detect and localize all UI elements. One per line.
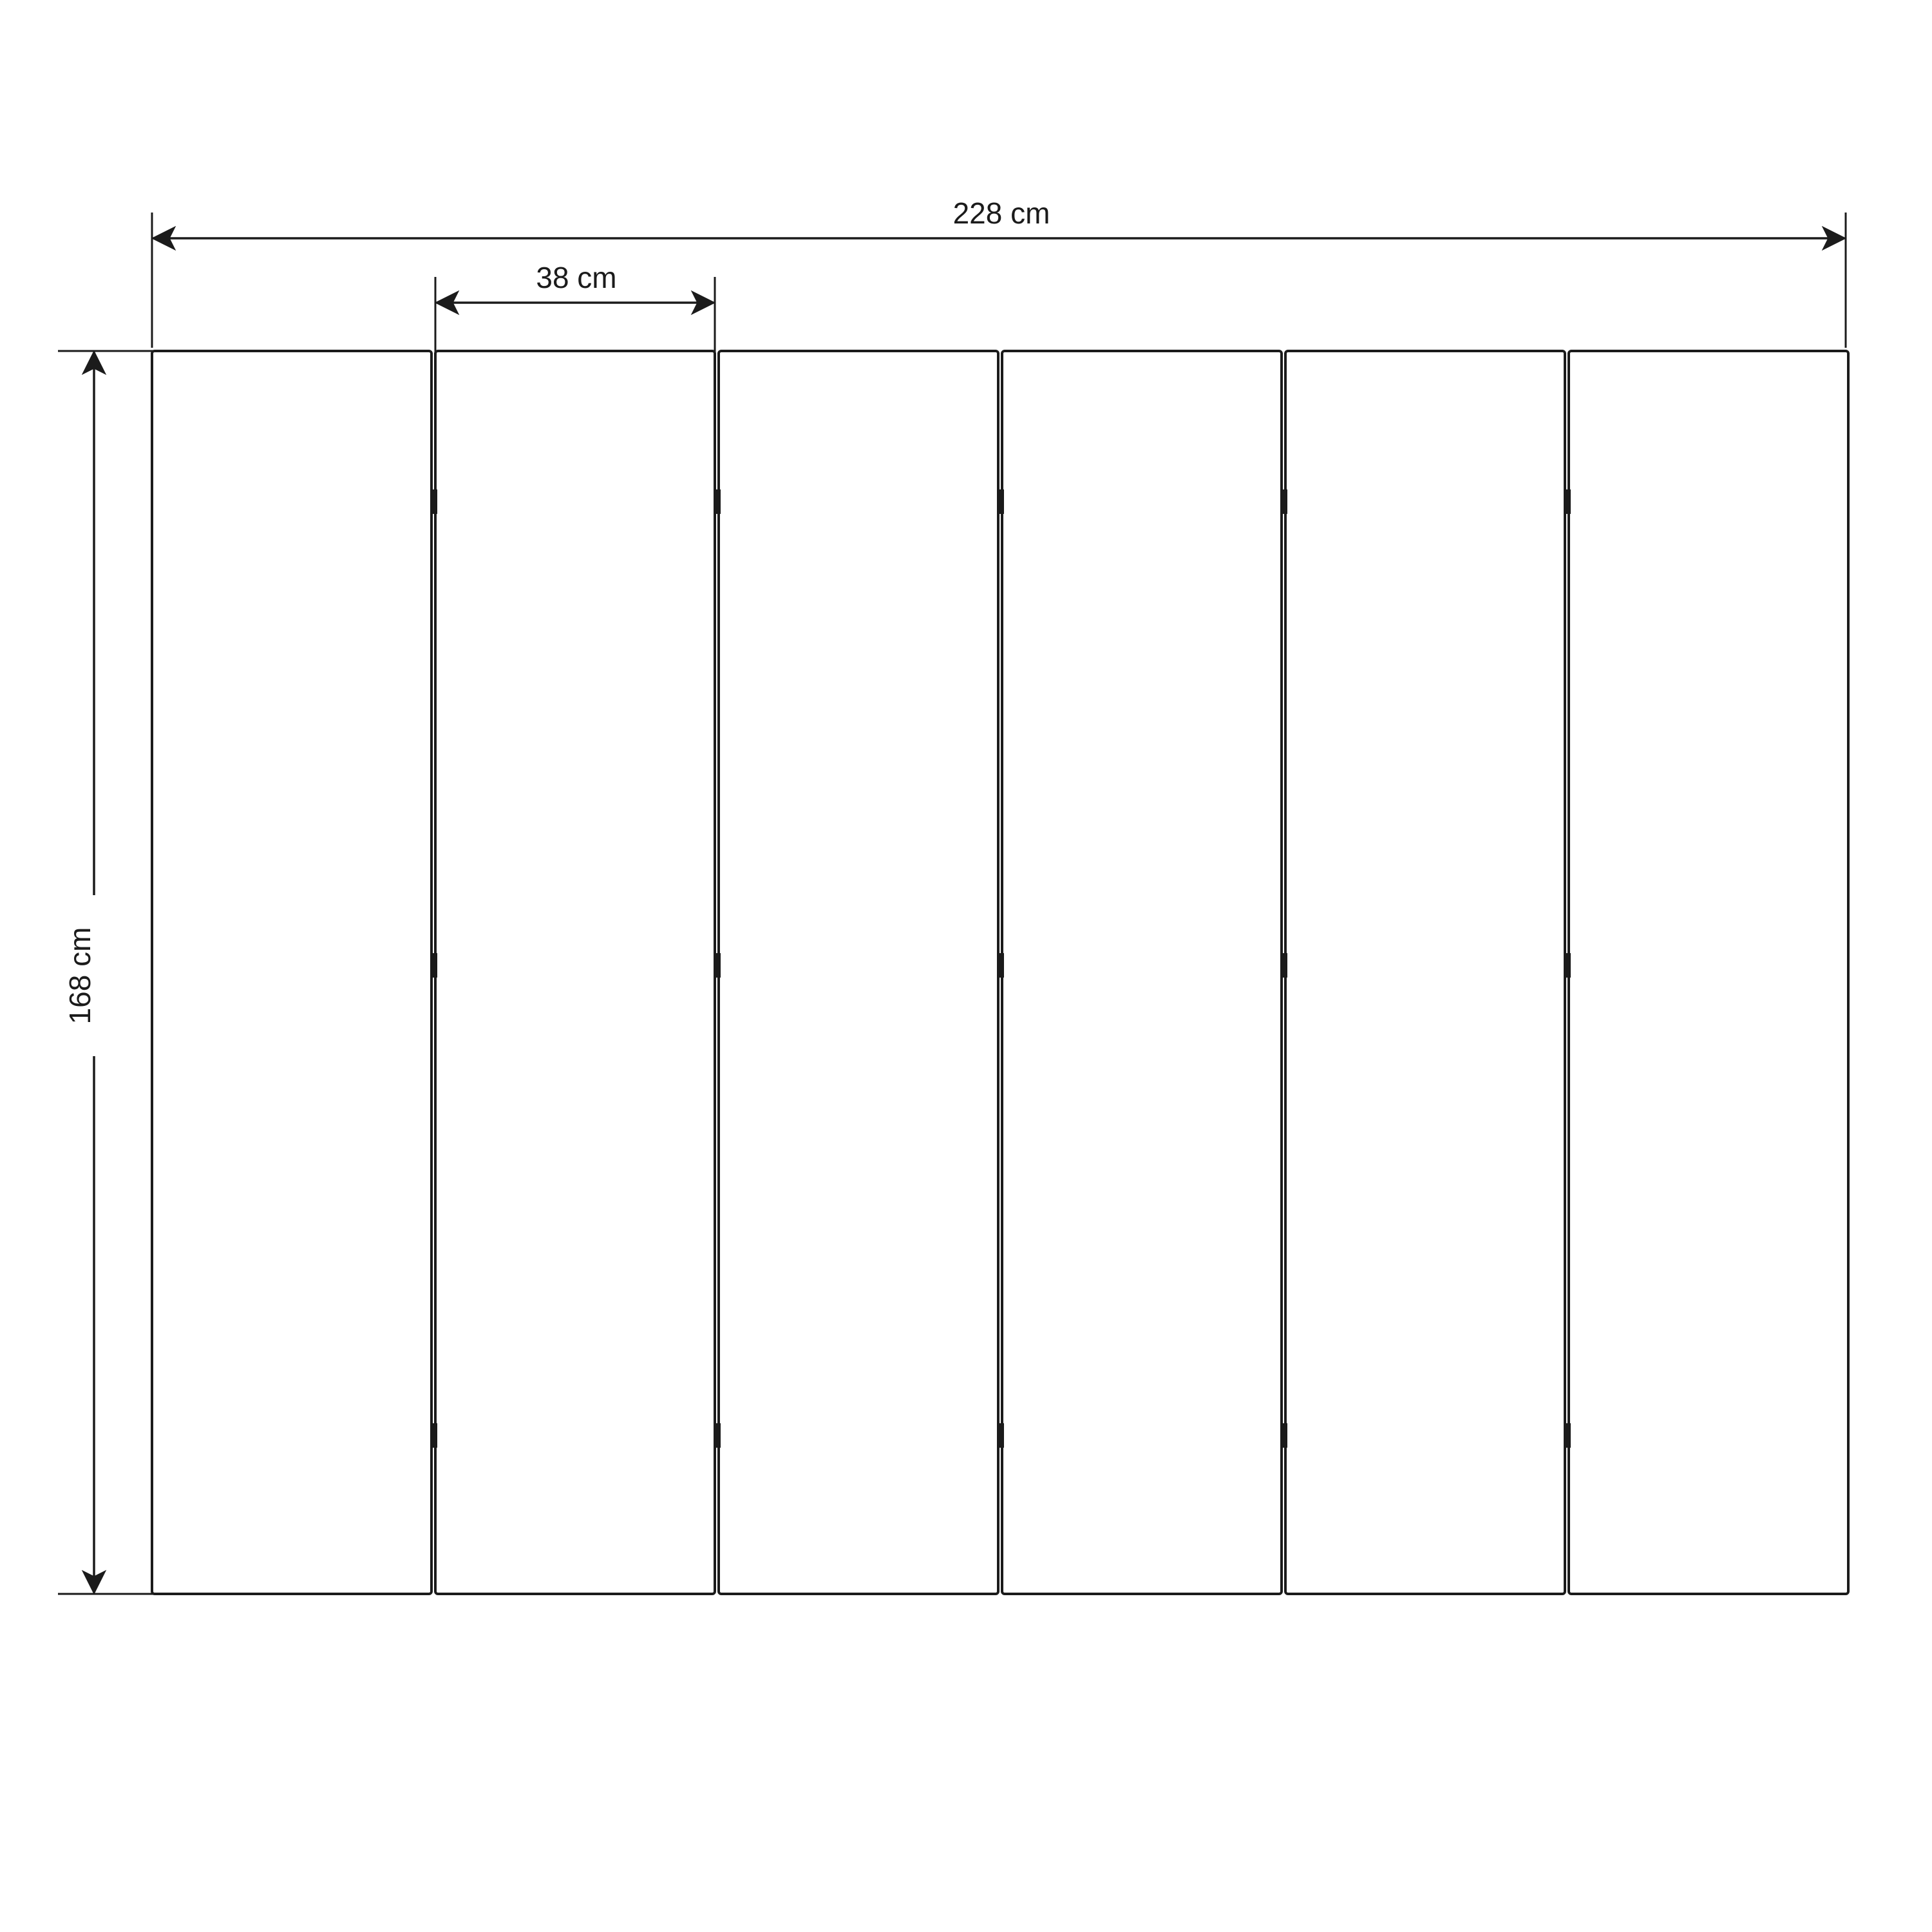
hinge-j4-top xyxy=(1280,489,1287,514)
hinge-j4-bottom xyxy=(1280,1423,1287,1448)
hinge-j4-mid xyxy=(1280,953,1287,978)
total-width-dimension xyxy=(152,193,1846,348)
hinge-j1-top xyxy=(430,489,437,514)
hinge-j2-top xyxy=(714,489,721,514)
hinge-j5-top xyxy=(1564,489,1571,514)
hinge-j5-mid xyxy=(1564,953,1571,978)
panel-5[interactable] xyxy=(1285,351,1565,1594)
hinge-j2-mid xyxy=(714,953,721,978)
total-width-label: 228 cm xyxy=(952,196,1050,230)
height-label: 168 cm xyxy=(63,927,97,1025)
hinge-j3-mid xyxy=(997,953,1004,978)
hinge-j1-bottom xyxy=(430,1423,437,1448)
height-dimension xyxy=(58,351,161,1594)
panel-3[interactable] xyxy=(719,351,998,1594)
hinge-j3-bottom xyxy=(997,1423,1004,1448)
panel-6[interactable] xyxy=(1569,351,1848,1594)
hinge-j3-top xyxy=(997,489,1004,514)
panel-4[interactable] xyxy=(1002,351,1282,1594)
hinge-j5-bottom xyxy=(1564,1423,1571,1448)
panel-width-dimension xyxy=(435,258,715,361)
panel-2[interactable] xyxy=(435,351,715,1594)
panel-1[interactable] xyxy=(152,351,431,1594)
hinge-j2-bottom xyxy=(714,1423,721,1448)
panel-width-label: 38 cm xyxy=(536,261,617,294)
hinge-j1-mid xyxy=(430,953,437,978)
